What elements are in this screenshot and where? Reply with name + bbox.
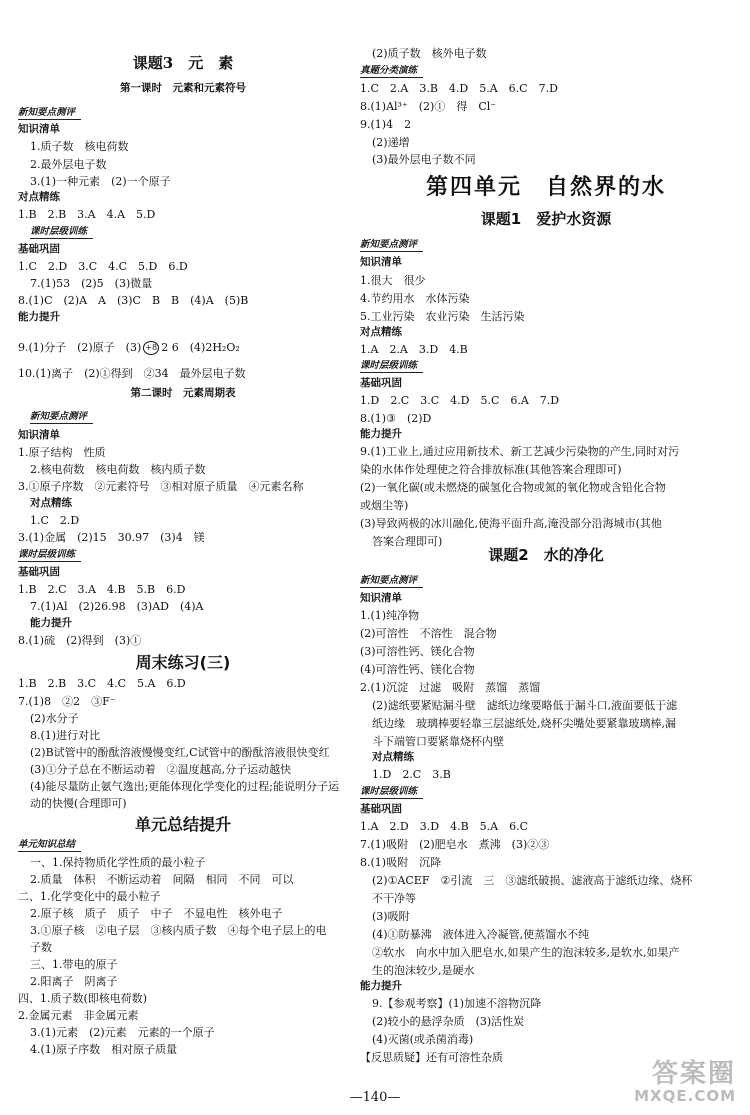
answer-line: 3.(1)一种元素 (2)一个原子 [30, 175, 171, 188]
answer-line: 2.金属元素 非金属元素 [18, 1009, 139, 1022]
page-number: —140— [349, 1090, 401, 1105]
section-band: 课时层级训练 [360, 785, 423, 799]
answer-line: 7.(1)53 (2)5 (3)微量 [30, 277, 153, 290]
section-band: 新知要点测评 [18, 106, 81, 120]
answer-line: (2)B试管中的酚酞溶液慢慢变红,C试管中的酚酞溶液很快变红 [30, 746, 330, 759]
answer-line: 1.很大 很少 [360, 274, 426, 287]
answer-line: 答案合理即可) [372, 535, 443, 548]
answer-line: 三、1.带电的原子 [30, 958, 118, 971]
answer-line: 动的快慢(合理即可) [30, 797, 127, 810]
section-band: 新知要点测评 [360, 574, 423, 588]
answer-line: 或烟尘等) [360, 499, 409, 512]
watermark-text: 答案圈 [651, 1059, 736, 1089]
answer-line: (2)水分子 [30, 712, 79, 725]
answer-line: 7.(1)Al (2)26.98 (3)AD (4)A [30, 600, 204, 613]
answer-line: 8.(1)③ (2)D [360, 412, 432, 425]
subsection-heading: 对点精练 [30, 497, 72, 509]
subsection-heading: 对点精练 [18, 191, 60, 203]
answer-line: (2)①ACEF ②引流 三 ③滤纸破损、滤液高于滤纸边缘、烧杯 [372, 874, 693, 887]
answer-line: 8.(1)吸附 沉降 [360, 856, 442, 869]
answer-line: (4)灭菌(或杀菌消毒) [372, 1033, 474, 1046]
subsection-heading: 能力提升 [18, 311, 60, 323]
answer-line: 2.原子核 质子 质子 中子 不显电性 核外电子 [30, 907, 283, 920]
answer-line: 2.质量 体积 不断运动着 间隔 相同 不同 可以 [30, 873, 294, 886]
answer-line: (4)可溶性钙、镁化合物 [360, 663, 475, 676]
subsection-heading: 能力提升 [360, 428, 402, 440]
answer-line: 1.A 2.A 3.D 4.B [360, 343, 468, 356]
subsection-heading: 能力提升 [360, 980, 402, 992]
section-band: 单元知识总结 [18, 838, 81, 852]
answer-text: 9.(1)分子 (2)原子 (3) [18, 341, 142, 354]
subsection-heading: 基础巩固 [18, 566, 60, 578]
answer-line: 8.(1)硫 (2)得到 (3)① [18, 634, 142, 647]
section-title: 单元总结提升 [134, 815, 231, 834]
answer-line: 1.C 2.D 3.C 4.C 5.D 6.D [18, 260, 188, 273]
answer-line: 10.(1)离子 (2)①得到 ②34 最外层电子数 [18, 367, 246, 380]
section-band: 课时层级训练 [360, 359, 423, 373]
section-band: 新知要点测评 [30, 410, 93, 424]
answer-line: 9.(1)4 2 [360, 118, 412, 131]
section-title: 第一课时 元素和元素符号 [120, 82, 246, 94]
answer-line: 1.质子数 核电荷数 [30, 140, 129, 153]
watermark-logo [586, 1060, 736, 1110]
answer-line: (3)最外层电子数不同 [372, 153, 476, 166]
section-title: 课题1 爱护水资源 [480, 210, 612, 228]
answer-line: (2)递增 [372, 136, 410, 149]
answer-line: 7.(1)吸附 (2)肥皂水 煮沸 (3)②③ [360, 838, 550, 851]
subsection-heading: 对点精练 [360, 326, 402, 338]
answer-line: ②软水 向水中加入肥皂水,如果产生的泡沫较多,是软水,如果产 [372, 946, 680, 959]
subsection-heading: 基础巩固 [360, 377, 402, 389]
answer-line: 1.(1)纯净物 [360, 609, 420, 622]
answer-line: 2.核电荷数 核电荷数 核内质子数 [30, 463, 206, 476]
answer-line: 5.工业污染 农业污染 生活污染 [360, 310, 525, 323]
answer-line: 二、1.化学变化中的最小粒子 [18, 890, 161, 903]
answer-line: 8.(1)进行对比 [30, 729, 101, 742]
answer-line [18, 341, 240, 355]
answer-line: 8.(1)C (2)A A (3)C B B (4)A (5)B [18, 294, 249, 307]
answer-line: (4)①防暴沸 液体进入冷凝管,使蒸馏水不纯 [372, 928, 590, 941]
answer-line: 9.【参观考察】(1)加速不溶物沉降 [372, 997, 542, 1010]
section-band: 真题分类演练 [360, 64, 423, 78]
answer-line: (3)可溶性钙、镁化合物 [360, 645, 475, 658]
answer-line: 3.(1)金属 (2)15 30.97 (3)4 镁 [18, 531, 205, 544]
answer-line: (2)滤纸要紧贴漏斗壁 滤纸边缘要略低于漏斗口,液面要低于滤 [372, 699, 678, 712]
answer-line: 生的泡沫较少,是硬水 [372, 964, 475, 977]
answer-line: 3.(1)元素 (2)元素 元素的一个原子 [30, 1026, 215, 1039]
answer-line: 4.(1)原子序数 相对原子质量 [30, 1043, 178, 1056]
answer-text: 2 6 (4)2H₂O₂ [161, 341, 240, 354]
answer-line: 1.原子结构 性质 [18, 446, 106, 459]
answer-line: 染的水体作处理使之符合排放标准(其他答案合理即可) [360, 463, 622, 476]
answer-line: 纸边缘 玻璃棒要轻靠三层滤纸处,烧杯尖嘴处要紧靠玻璃棒,漏 [372, 717, 676, 730]
section-band: 新知要点测评 [360, 238, 423, 252]
answer-line: (2)一氧化碳(或未燃烧的碳氢化合物或氮的氧化物或含铅化合物 [360, 481, 666, 494]
answer-line: 1.C 2.A 3.B 4.D 5.A 6.C 7.D [360, 82, 558, 95]
answer-line: 3.①原子序数 ②元素符号 ③相对原子质量 ④元素名称 [18, 480, 304, 493]
watermark-url: MXQE.COM [634, 1087, 736, 1105]
answer-line: 1.B 2.B 3.C 4.C 5.A 6.D [18, 677, 186, 690]
answer-line: (4)能尽量防止氨气逸出;更能体现化学变化的过程;能说明分子运 [30, 780, 339, 793]
section-title: 第四单元 自然界的水 [425, 175, 666, 200]
subsection-heading: 基础巩固 [18, 243, 60, 255]
answer-line: (2)可溶性 不溶性 混合物 [360, 627, 497, 640]
answer-line: 9.(1)工业上,通过应用新技术、新工艺减少污染物的产生,同时对污 [360, 445, 680, 458]
answer-line: 2.阳离子 阴离子 [30, 975, 118, 988]
section-title: 课题2 水的净化 [488, 546, 604, 564]
answer-line: (2)质子数 核外电子数 [372, 47, 487, 60]
answer-line: 7.(1)8 ②2 ③F⁻ [18, 695, 116, 708]
answer-line: 【反思质疑】还有可溶性杂质 [360, 1051, 503, 1064]
answer-line: 斗下端管口要紧靠烧杯内壁 [372, 735, 504, 748]
answer-line: 不干净等 [372, 892, 416, 905]
answer-line: 8.(1)Al³⁺ (2)① 得 Cl⁻ [360, 100, 497, 113]
section-title: 第二课时 元素周期表 [130, 387, 236, 399]
answer-line: 3.①原子核 ②电子层 ③核内质子数 ④每个电子层上的电 [30, 924, 327, 937]
section-title: 课题3 元 素 [132, 54, 234, 72]
answer-line: 四、1.质子数(即核电荷数) [18, 992, 148, 1005]
answer-line: 子数 [30, 941, 52, 954]
answer-line: 1.B 2.C 3.A 4.B 5.B 6.D [18, 583, 186, 596]
section-title: 周末练习(三) [135, 653, 231, 672]
atom-structure-icon: +8 [143, 341, 159, 355]
answer-line: 2.(1)沉淀 过滤 吸附 蒸馏 蒸馏 [360, 681, 541, 694]
answer-line: (3)导致两极的冰川融化,使海平面升高,淹没部分沿海城市(其他 [360, 517, 662, 530]
section-band: 课时层级训练 [30, 225, 93, 239]
subsection-heading: 知识清单 [18, 429, 60, 441]
subsection-heading: 基础巩固 [360, 803, 402, 815]
subsection-heading: 能力提升 [30, 617, 72, 629]
subsection-heading: 知识清单 [18, 123, 60, 135]
answer-line: 1.D 2.C 3.B [372, 768, 451, 781]
answer-line: 4.节约用水 水体污染 [360, 292, 470, 305]
answer-line: 1.C 2.D [30, 514, 80, 527]
subsection-heading: 知识清单 [360, 256, 402, 268]
answer-line: (3)吸附 [372, 910, 410, 923]
section-band: 课时层级训练 [18, 548, 81, 562]
answer-line: 1.B 2.B 3.A 4.A 5.D [18, 208, 156, 221]
answer-line: 2.最外层电子数 [30, 158, 107, 171]
answer-line: (2)较小的悬浮杂质 (3)活性炭 [372, 1015, 525, 1028]
subsection-heading: 对点精练 [372, 751, 414, 763]
answer-line: 1.D 2.C 3.C 4.D 5.C 6.A 7.D [360, 394, 560, 407]
subsection-heading: 知识清单 [360, 592, 402, 604]
answer-line: 一、1.保持物质化学性质的最小粒子 [30, 856, 206, 869]
answer-line: (3)①分子总在不断运动着 ②温度越高,分子运动越快 [30, 763, 292, 776]
answer-line: 1.A 2.D 3.D 4.B 5.A 6.C [360, 820, 528, 833]
